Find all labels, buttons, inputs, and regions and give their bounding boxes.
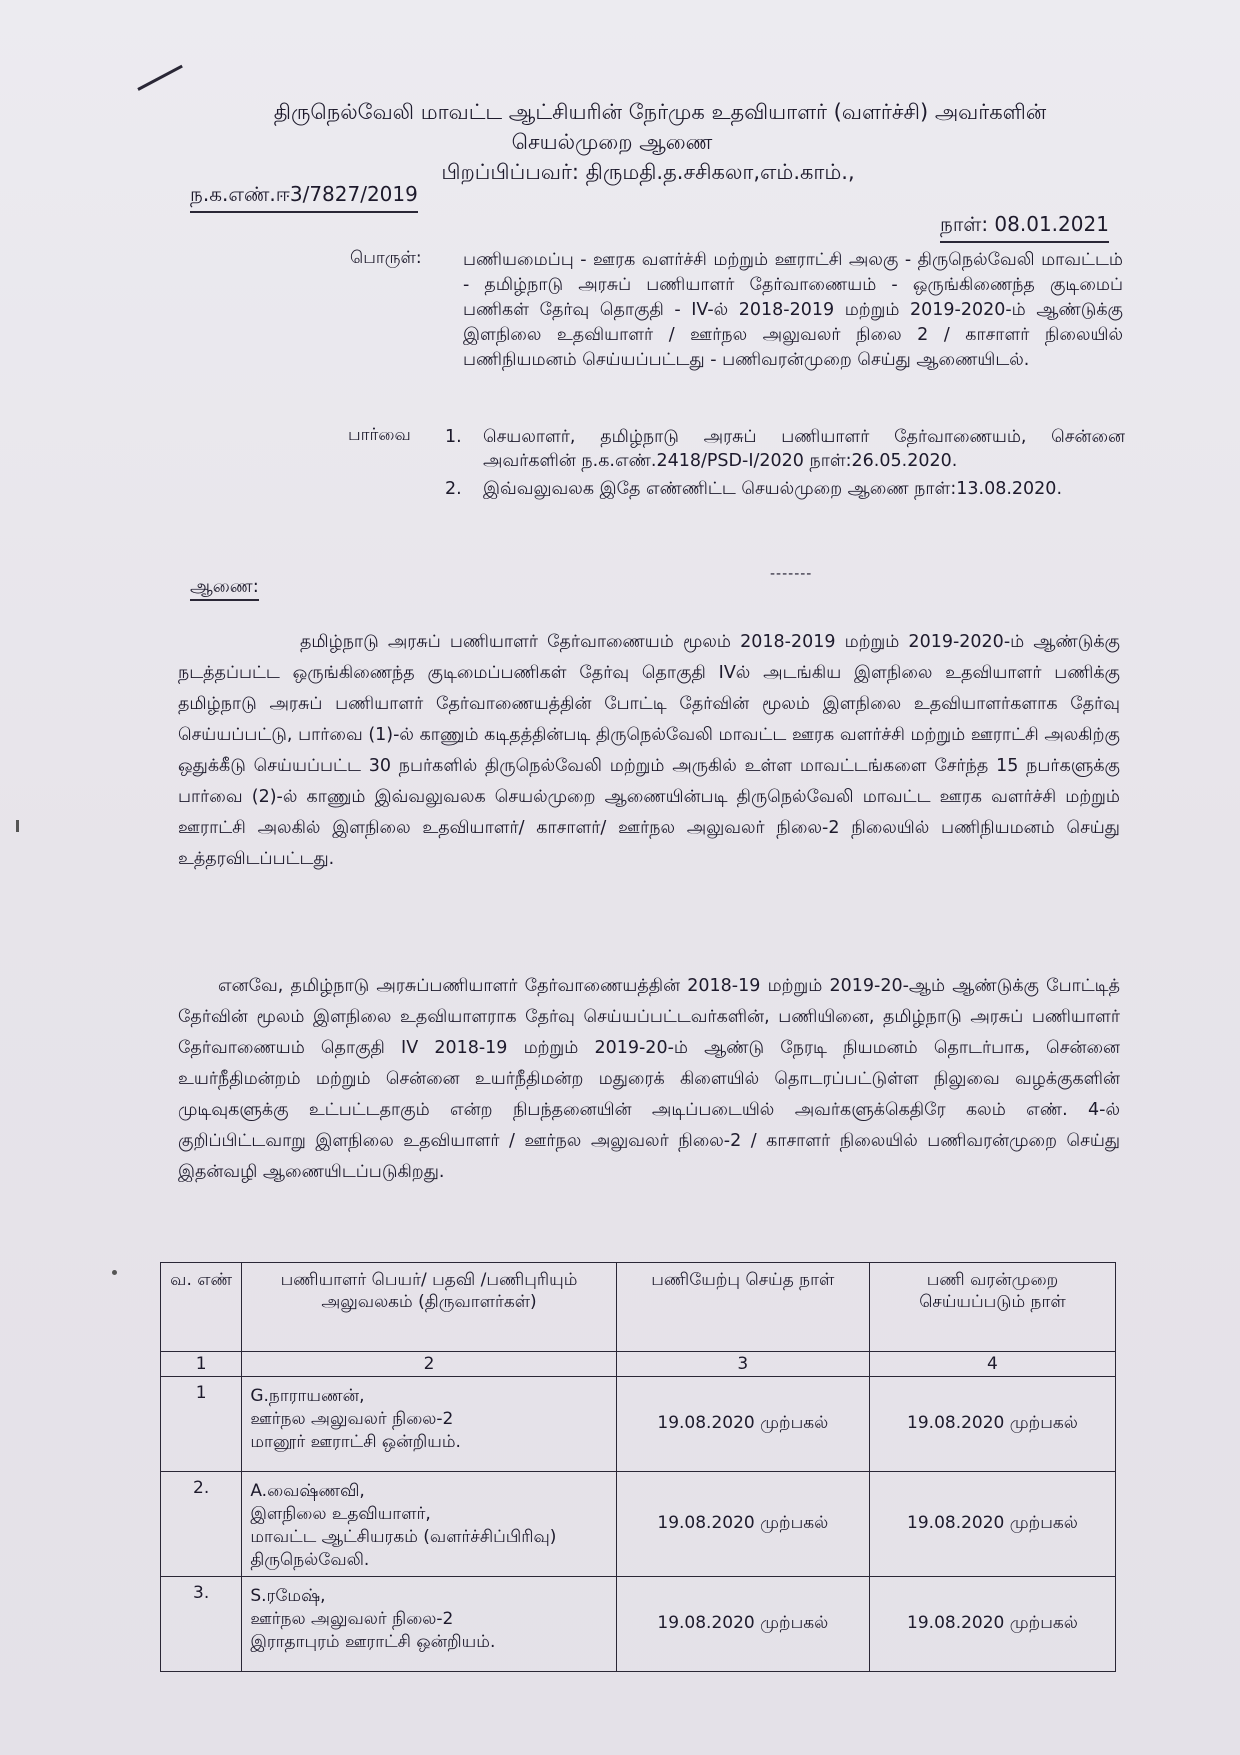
employee-post: ஊர்நல அலுவலர் நிலை-2 <box>250 1609 454 1629</box>
employee-office: இராதாபுரம் ஊராட்சி ஒன்றியம். <box>250 1632 496 1652</box>
separator: ------- <box>770 566 813 582</box>
order-paragraph-2: எனவே, தமிழ்நாடு அரசுப்பணியாளர் தேர்வாணையத்தின் 2018-19 மற்றும் 2019-20-ஆம் ஆண்டுக்கு போட்டித் தேர்வின் மூலம் இளநிலை உதவியாளராக தேர்வு செய்யப்பட்டவர்களின், பணியினை, தமிழ்நாடு அரசுப் பணியாளர் தேர்வாணையம் தொகுதி IV 2018-19 மற்றும் 2019-20-ம் ஆண்டு நேரடி நியமனம் தொடர்பாக, சென்னை உயர்நீதிமன்றம் மற்றும் சென்னை உயர்நீதிமன்ற மதுரைக் கிளையில் தொடரப்பட்டுள்ள நிலுவை வழக்குகளின் முடிவுகளுக்கு உட்பட்டதாகும் என்ற நிபந்தனையின் அடிப்படையில் அவர்களுக்கெதிரே கலம் எண். 4-ல் குறிப்பிட்டவாறு இளநிலை உதவியாளர் / ஊர்நல அலுவலர் நிலை-2 / காசாளர் நிலையில் பணிவரன்முறை செய்து இதன்வழி ஆணையிடப்படுகிறது. <box>178 976 1120 1182</box>
reference-number-1: 1. <box>445 427 462 447</box>
order-label: ஆணை: <box>190 576 259 601</box>
table-row <box>161 1577 1116 1672</box>
column-number: 3 <box>616 1352 869 1377</box>
row-sno: 1 <box>161 1377 242 1472</box>
employee-office: மாவட்ட ஆட்சியரகம் (வளர்ச்சிப்பிரிவு) திருநெல்வேலி. <box>250 1527 557 1570</box>
pen-mark <box>137 65 183 91</box>
reference-text-1: செயலாளர், தமிழ்நாடு அரசுப் பணியாளர் தேர்வாணையம், சென்னை அவர்களின் ந.க.எண்.2418/PSD-I/2020 நாள்:26.05.2020. <box>483 427 1125 471</box>
employee-post: இளநிலை உதவியாளர், <box>250 1504 431 1524</box>
header-regularised: பணி வரன்முறை செய்யப்படும் நாள் <box>869 1263 1115 1352</box>
staff-table <box>160 1262 1116 1672</box>
employee-name: G.நாராயணன், <box>250 1386 365 1406</box>
row-employee <box>242 1472 616 1577</box>
column-number: 1 <box>161 1352 242 1377</box>
reference-text-2: இவ்வலுவலக இதே எண்ணிட்ட செயல்முறை ஆணை நாள்:13.08.2020. <box>483 479 1063 499</box>
table-row <box>161 1377 1116 1472</box>
office-heading: திருநெல்வேலி மாவட்ட ஆட்சியரின் நேர்முக உதவியாளர் (வளர்ச்சி) அவர்களின் <box>273 100 1047 124</box>
column-number: 2 <box>242 1352 616 1377</box>
reference-item <box>445 425 1125 473</box>
row-joined: 19.08.2020 முற்பகல் <box>616 1472 869 1577</box>
column-number-row <box>161 1352 1116 1377</box>
subject-label: பொருள்: <box>350 248 422 268</box>
employee-name: A.வைஷ்ணவி, <box>250 1481 365 1501</box>
column-number: 4 <box>869 1352 1115 1377</box>
row-regularised: 19.08.2020 முற்பகல் <box>869 1577 1115 1672</box>
row-sno: 2. <box>161 1472 242 1577</box>
table-row <box>161 1472 1116 1577</box>
subject-text: பணியமைப்பு - ஊரக வளர்ச்சி மற்றும் ஊராட்சி அலகு - திருநெல்வேலி மாவட்டம் - தமிழ்நாடு அரசுப் பணியாளர் தேர்வாணையம் - ஒருங்கிணைந்த குடிமைப் பணிகள் தேர்வு தொகுதி - IV-ல் 2018-2019 மற்றும் 2019-2020-ம் ஆண்டுக்கு இளநிலை உதவியாளர் / ஊர்நல அலுவலர் நிலை 2 / காசாளர் நிலையில் பணிநியமனம் செய்யப்பட்டது - பணிவரன்முறை செய்து ஆணையிடல். <box>463 250 1123 370</box>
margin-dot <box>112 1270 117 1275</box>
row-employee <box>242 1577 616 1672</box>
row-employee <box>242 1377 616 1472</box>
table-header-row <box>161 1263 1116 1352</box>
row-joined: 19.08.2020 முற்பகல் <box>616 1377 869 1472</box>
row-regularised: 19.08.2020 முற்பகல் <box>869 1377 1115 1472</box>
employee-post: ஊர்நல அலுவலர் நிலை-2 <box>250 1409 454 1429</box>
row-regularised: 19.08.2020 முற்பகல் <box>869 1472 1115 1577</box>
employee-office: மானூர் ஊராட்சி ஒன்றியம். <box>250 1432 461 1452</box>
reference-item <box>445 477 1125 501</box>
header-name: பணியாளர் பெயர்/ பதவி /பணிபுரியும் அலுவலகம் (திருவாளர்கள்) <box>242 1263 616 1352</box>
employee-name: S.ரமேஷ், <box>250 1586 326 1606</box>
margin-mark <box>16 820 19 832</box>
row-joined: 19.08.2020 முற்பகல் <box>616 1577 869 1672</box>
issued-by: பிறப்பிப்பவர்: திருமதி.த.சசிகலா,எம்.காம்., <box>441 160 855 184</box>
header-sno: வ. எண் <box>161 1263 242 1352</box>
proceedings-title: செயல்முறை ஆணை <box>511 130 713 154</box>
header-joined: பணியேற்பு செய்த நாள் <box>616 1263 869 1352</box>
order-paragraph-1: தமிழ்நாடு அரசுப் பணியாளர் தேர்வாணையம் மூலம் 2018-2019 மற்றும் 2019-2020-ம் ஆண்டுக்கு நடத்தப்பட்ட ஒருங்கிணைந்த குடிமைப்பணிகள் தேர்வு தொகுதி IVல் அடங்கிய இளநிலை உதவியாளர் பணிக்கு தமிழ்நாடு அரசுப் பணியாளர் தேர்வாணையத்தின் போட்டி தேர்வின் மூலம் இளநிலை உதவியாளர்களாக தேர்வு செய்யப்பட்டு, பார்வை (1)-ல் காணும் கடிதத்தின்படி திருநெல்வேலி மாவட்ட ஊரக வளர்ச்சி மற்றும் ஊராட்சி அலகிற்கு ஒதுக்கீடு செய்யப்பட்ட 30 நபர்களில் திருநெல்வேலி மற்றும் அருகில் உள்ள மாவட்டங்களை சேர்ந்த 15 நபர்களுக்கு பார்வை (2)-ல் காணும் இவ்வலுவலக செயல்முறை ஆணையின்படி திருநெல்வேலி மாவட்ட ஊரக வளர்ச்சி மற்றும் ஊராட்சி அலகில் இளநிலை உதவியாளர்/ காசாளர்/ ஊர்நல அலுவலர் நிலை-2 நிலையில் பணிநியமனம் செய்து உத்தரவிடப்பட்டது. <box>178 632 1120 869</box>
reference-number: ந.க.எண்.ஈ3/7827/2019 <box>190 182 418 213</box>
references-label: பார்வை <box>348 425 411 445</box>
row-sno: 3. <box>161 1577 242 1672</box>
order-date: நாள்: 08.01.2021 <box>940 212 1109 243</box>
references-list <box>445 425 1125 505</box>
reference-number-2: 2. <box>445 479 462 499</box>
